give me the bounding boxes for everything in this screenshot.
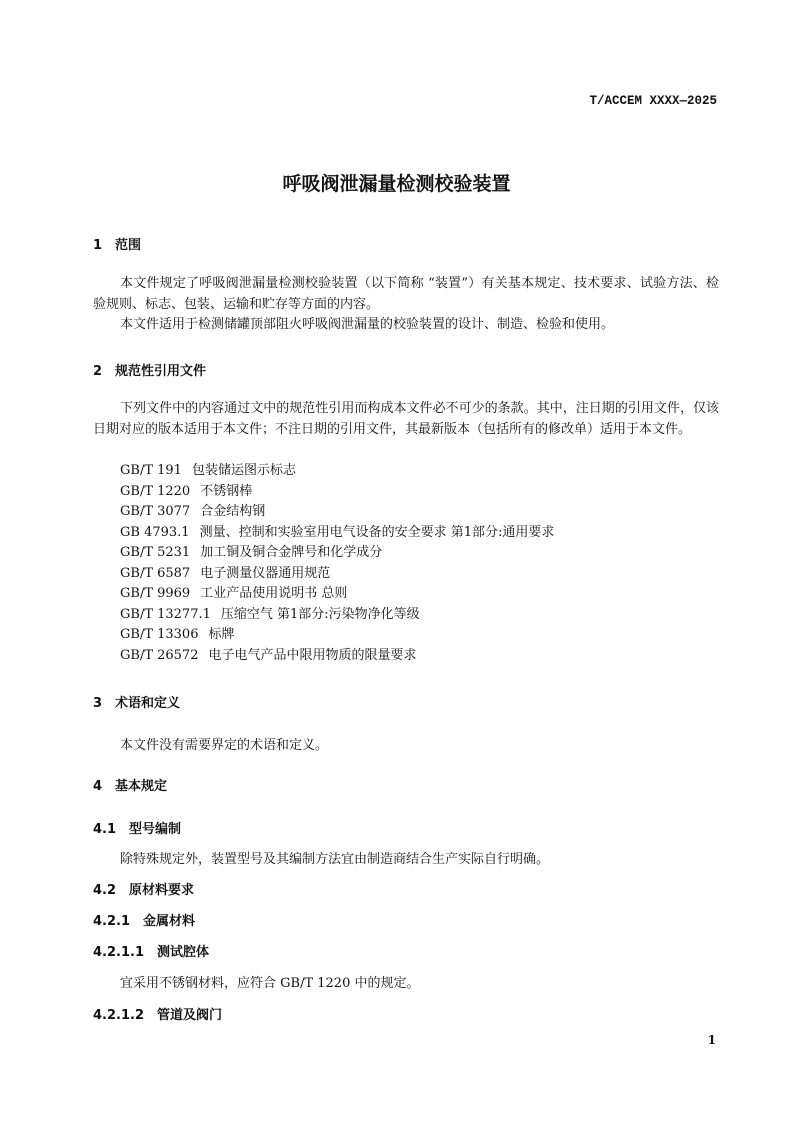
reference-title: 不锈钢棒 (200, 483, 253, 499)
section-1-heading (93, 234, 141, 253)
section-number: 2 (93, 364, 103, 379)
section-2-heading (93, 360, 206, 379)
reference-code: GB/T 5231 (120, 545, 191, 560)
section-4-2-1-2-heading (93, 1004, 222, 1023)
section-4-2-heading (93, 879, 194, 898)
reference-item (120, 502, 554, 523)
reference-title: 包装储运图示标志 (191, 463, 296, 478)
reference-item (120, 482, 554, 503)
reference-code: GB/T 26572 (120, 647, 199, 663)
section-2-intro (93, 399, 719, 440)
reference-title: 工业产品使用说明书 总则 (200, 586, 348, 601)
page-title: 呼吸阀泄漏量检测校验装置 (282, 173, 511, 195)
section-number: 4.2 (93, 883, 117, 898)
reference-title: 合金结构钢 (200, 504, 266, 519)
reference-item (120, 625, 554, 646)
reference-item (120, 543, 554, 564)
section-4-heading (93, 775, 167, 794)
section-4-1-heading (93, 818, 181, 837)
section-number: 4.2.1.1 (93, 945, 144, 960)
section-3-body: 本文件没有需要界定的术语和定义。 (120, 738, 329, 753)
section-number: 4.2.1.2 (93, 1008, 144, 1023)
reference-item (120, 605, 554, 626)
document-number: T/ACCEM XXXX—2025 (589, 94, 717, 108)
section-number: 4.1 (93, 822, 117, 837)
page-number: 1 (707, 1033, 716, 1047)
reference-title: 加工铜及铜合金牌号和化学成分 (200, 545, 383, 560)
section-4-2-1-heading (93, 910, 195, 929)
section-title: 规范性引用文件 (115, 364, 207, 379)
section-number: 1 (93, 238, 103, 253)
section-number: 3 (93, 696, 103, 711)
paragraph: 本文件规定了呼吸阀泄漏量检测校验装置（以下简称 “装置”）有关基本规定、技术要求、试验方法、检验规则、标志、包装、运输和贮存等方面的内容。 (93, 276, 719, 312)
reference-code: GB/T 13306 (120, 627, 199, 642)
section-4-2-1-1-heading (93, 941, 209, 960)
reference-code: GB/T 191 (120, 463, 182, 478)
reference-code: GB/T 13277.1 (120, 606, 211, 622)
reference-code: GB/T 9969 (120, 586, 191, 601)
reference-code: GB/T 1220 (120, 483, 191, 499)
reference-title: 电子测量仪器通用规范 (200, 565, 331, 581)
reference-code: GB/T 3077 (120, 504, 191, 519)
reference-title: 测量、控制和实验室用电气设备的安全要求 第1部分:通用要求 (199, 524, 555, 540)
reference-item (120, 523, 554, 544)
reference-item (120, 461, 554, 482)
section-title: 金属材料 (143, 914, 196, 929)
section-3-heading (93, 692, 180, 711)
section-title: 范围 (115, 238, 142, 253)
reference-title: 标牌 (208, 627, 235, 642)
reference-code: GB 4793.1 (120, 524, 190, 540)
section-title: 基本规定 (115, 779, 168, 794)
reference-title: 电子电气产品中限用物质的限量要求 (208, 647, 417, 663)
section-title: 测试腔体 (157, 945, 210, 960)
section-title: 术语和定义 (115, 696, 181, 711)
reference-title: 压缩空气 第1部分:污染物净化等级 (220, 606, 420, 622)
reference-list (120, 461, 554, 666)
reference-code: GB/T 6587 (120, 565, 191, 581)
paragraph: 下列文件中的内容通过文中的规范性引用而构成本文件必不可少的条款。其中，注日期的引用文件，仅该日期对应的版本适用于本文件；不注日期的引用文件，其最新版本（包括所有的修改单）适用于本文件。 (93, 401, 719, 437)
section-title: 型号编制 (129, 822, 182, 837)
reference-item (120, 564, 554, 585)
section-4-2-1-1-body: 宜采用不锈钢材料，应符合 GB/T 1220 中的规定。 (120, 976, 420, 991)
reference-item (120, 646, 554, 667)
section-number: 4.2.1 (93, 914, 131, 929)
section-title: 管道及阀门 (157, 1008, 223, 1023)
paragraph: 本文件适用于检测储罐顶部阻火呼吸阀泄漏量的校验装置的设计、制造、检验和使用。 (120, 317, 615, 332)
section-1-body (93, 274, 719, 336)
reference-item (120, 584, 554, 605)
section-title: 原材料要求 (129, 883, 195, 898)
section-4-1-body: 除特殊规定外，装置型号及其编制方法宜由制造商结合生产实际自行明确。 (120, 852, 550, 867)
section-number: 4 (93, 779, 103, 794)
